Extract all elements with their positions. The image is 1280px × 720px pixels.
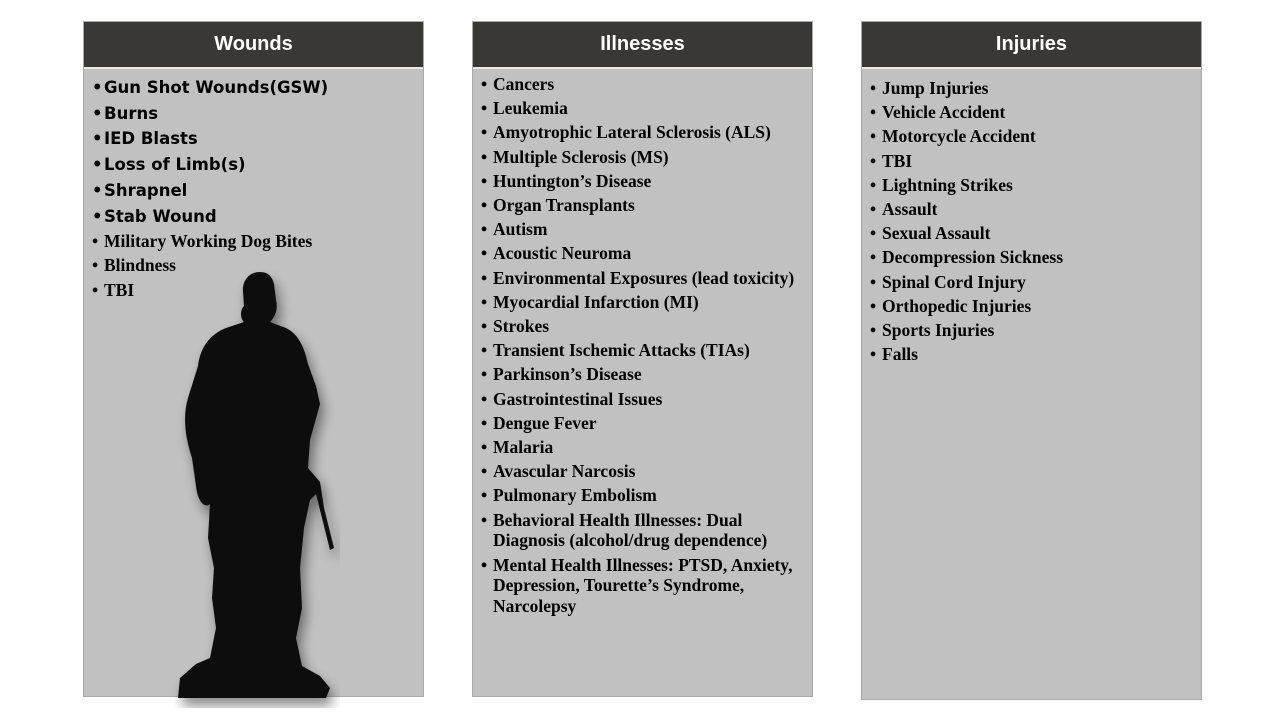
illnesses-panel bbox=[472, 21, 813, 697]
injury-item: • Spinal Cord Injury bbox=[862, 272, 1201, 293]
illness-item: • Myocardial Infarction (MI) bbox=[473, 292, 812, 313]
illness-item: • Huntington’s Disease bbox=[473, 171, 812, 192]
illnesses-list bbox=[473, 74, 812, 617]
injury-item: • Vehicle Accident bbox=[862, 102, 1201, 123]
illness-item: • Pulmonary Embolism bbox=[473, 485, 812, 506]
wound-item: • TBI bbox=[84, 280, 423, 301]
wound-item: • IED Blasts bbox=[84, 126, 423, 152]
injury-item: • Lightning Strikes bbox=[862, 175, 1201, 196]
illness-item: • Acoustic Neuroma bbox=[473, 243, 812, 264]
injury-item: • Assault bbox=[862, 199, 1201, 220]
illness-item: • Leukemia bbox=[473, 98, 812, 119]
illness-item: • Malaria bbox=[473, 437, 812, 458]
illness-item: • Avascular Narcosis bbox=[473, 461, 812, 482]
wound-item: • Gun Shot Wounds(GSW) bbox=[84, 75, 423, 101]
wound-item: • Burns bbox=[84, 101, 423, 127]
injury-item: • Motorcycle Accident bbox=[862, 126, 1201, 147]
injury-item: • Jump Injuries bbox=[862, 78, 1201, 99]
wound-item: • Shrapnel bbox=[84, 178, 423, 204]
injuries-list bbox=[862, 78, 1201, 365]
illness-item: • Gastrointestinal Issues bbox=[473, 389, 812, 410]
illness-item: • Parkinson’s Disease bbox=[473, 364, 812, 385]
injury-item: • TBI bbox=[862, 151, 1201, 172]
illness-item: • Multiple Sclerosis (MS) bbox=[473, 147, 812, 168]
injury-item: • Sexual Assault bbox=[862, 223, 1201, 244]
illness-item: • Dengue Fever bbox=[473, 413, 812, 434]
illness-item: • Mental Health Illnesses: PTSD, Anxiety, Depression, Tourette’s Syndrome, Narcolepsy bbox=[473, 555, 812, 617]
illnesses-title: Illnesses bbox=[473, 22, 812, 69]
injury-item: • Falls bbox=[862, 344, 1201, 365]
wound-item: • Military Working Dog Bites bbox=[84, 231, 423, 252]
illness-item: • Organ Transplants bbox=[473, 195, 812, 216]
illness-item: • Cancers bbox=[473, 74, 812, 95]
illness-item: • Behavioral Health Illnesses: Dual Diagnosis (alcohol/drug dependence) bbox=[473, 510, 812, 551]
injury-item: • Orthopedic Injuries bbox=[862, 296, 1201, 317]
wounds-list bbox=[84, 75, 423, 229]
wound-item: • Blindness bbox=[84, 255, 423, 276]
injury-item: • Sports Injuries bbox=[862, 320, 1201, 341]
illness-item: • Environmental Exposures (lead toxicity) bbox=[473, 268, 812, 289]
illness-item: • Amyotrophic Lateral Sclerosis (ALS) bbox=[473, 122, 812, 143]
injuries-panel bbox=[861, 21, 1202, 700]
wound-item: • Loss of Limb(s) bbox=[84, 152, 423, 178]
wound-item: • Stab Wound bbox=[84, 204, 423, 230]
soldier-silhouette-icon bbox=[170, 268, 340, 708]
illness-item: • Transient Ischemic Attacks (TIAs) bbox=[473, 340, 812, 361]
illness-item: • Strokes bbox=[473, 316, 812, 337]
injury-item: • Decompression Sickness bbox=[862, 247, 1201, 268]
injuries-title: Injuries bbox=[862, 22, 1201, 69]
wounds-title: Wounds bbox=[84, 22, 423, 69]
illness-item: • Autism bbox=[473, 219, 812, 240]
